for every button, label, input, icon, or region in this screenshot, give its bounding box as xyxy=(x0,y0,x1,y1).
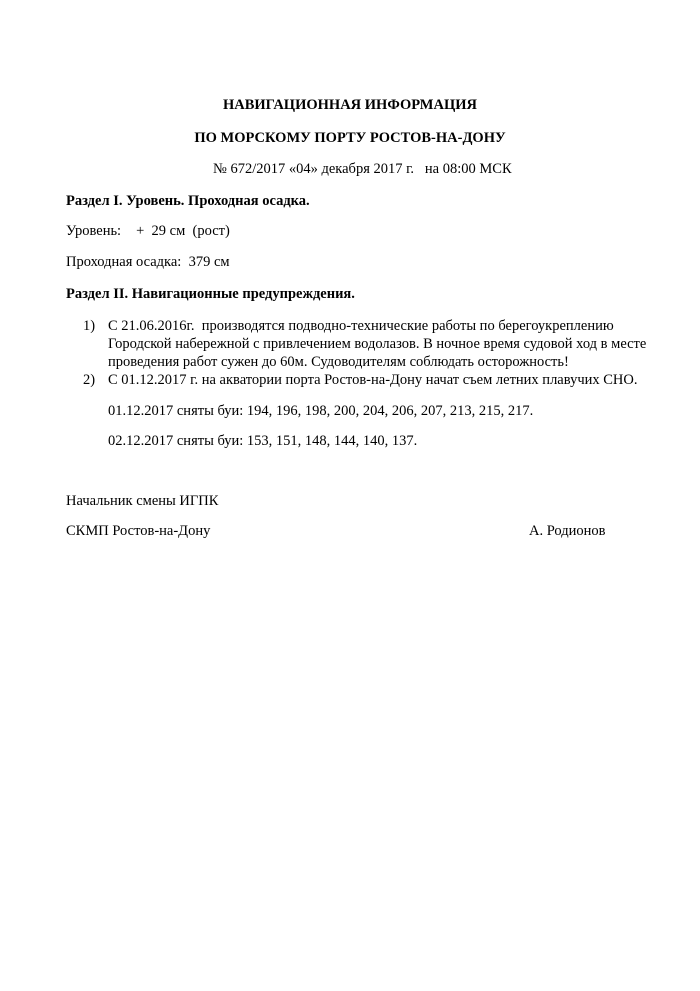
level-value: + 29 см (рост) xyxy=(136,223,230,239)
issue-line: № 672/2017 «04» декабря 2017 г. на 08:00 МСК xyxy=(213,161,512,177)
list-item-number: 2) xyxy=(83,372,96,388)
list-item-line: С 21.06.2016г. производятся подводно-технические работы по берегоукреплению xyxy=(108,318,614,334)
signature-position-line1: Начальник смены ИГПК xyxy=(66,493,219,509)
level-row xyxy=(66,222,230,240)
list-item-number: 1) xyxy=(83,318,96,334)
section2-heading: Раздел II. Навигационные предупреждения. xyxy=(66,286,355,302)
section1-heading: Раздел I. Уровень. Проходная осадка. xyxy=(66,193,310,209)
signature-name: А. Родионов xyxy=(529,523,606,539)
level-label: Уровень: xyxy=(66,223,122,239)
buoys-line-2: 02.12.2017 сняты буи: 153, 151, 148, 144, 140, 137. xyxy=(108,433,418,449)
list-item-line: проведения работ сужен до 60м. Судоводителям соблюдать осторожность! xyxy=(108,354,569,370)
list-item-line: Городской набережной с привлечением водолазов. В ночное время судовой ход в месте xyxy=(108,336,647,352)
buoys-line-1: 01.12.2017 сняты буи: 194, 196, 198, 200, 204, 206, 207, 213, 215, 217. xyxy=(108,403,534,419)
signature-position-line2: СКМП Ростов-на-Дону xyxy=(66,523,211,539)
list-item-line: С 01.12.2017 г. на акватории порта Ростов-на-Дону начат съем летних плавучих СНО. xyxy=(108,372,638,388)
document-title: НАВИГАЦИОННАЯ ИНФОРМАЦИЯ xyxy=(222,97,477,113)
document-subtitle: ПО МОРСКОМУ ПОРТУ РОСТОВ-НА-ДОНУ xyxy=(194,130,506,146)
draft-line: Проходная осадка: 379 см xyxy=(66,254,230,270)
